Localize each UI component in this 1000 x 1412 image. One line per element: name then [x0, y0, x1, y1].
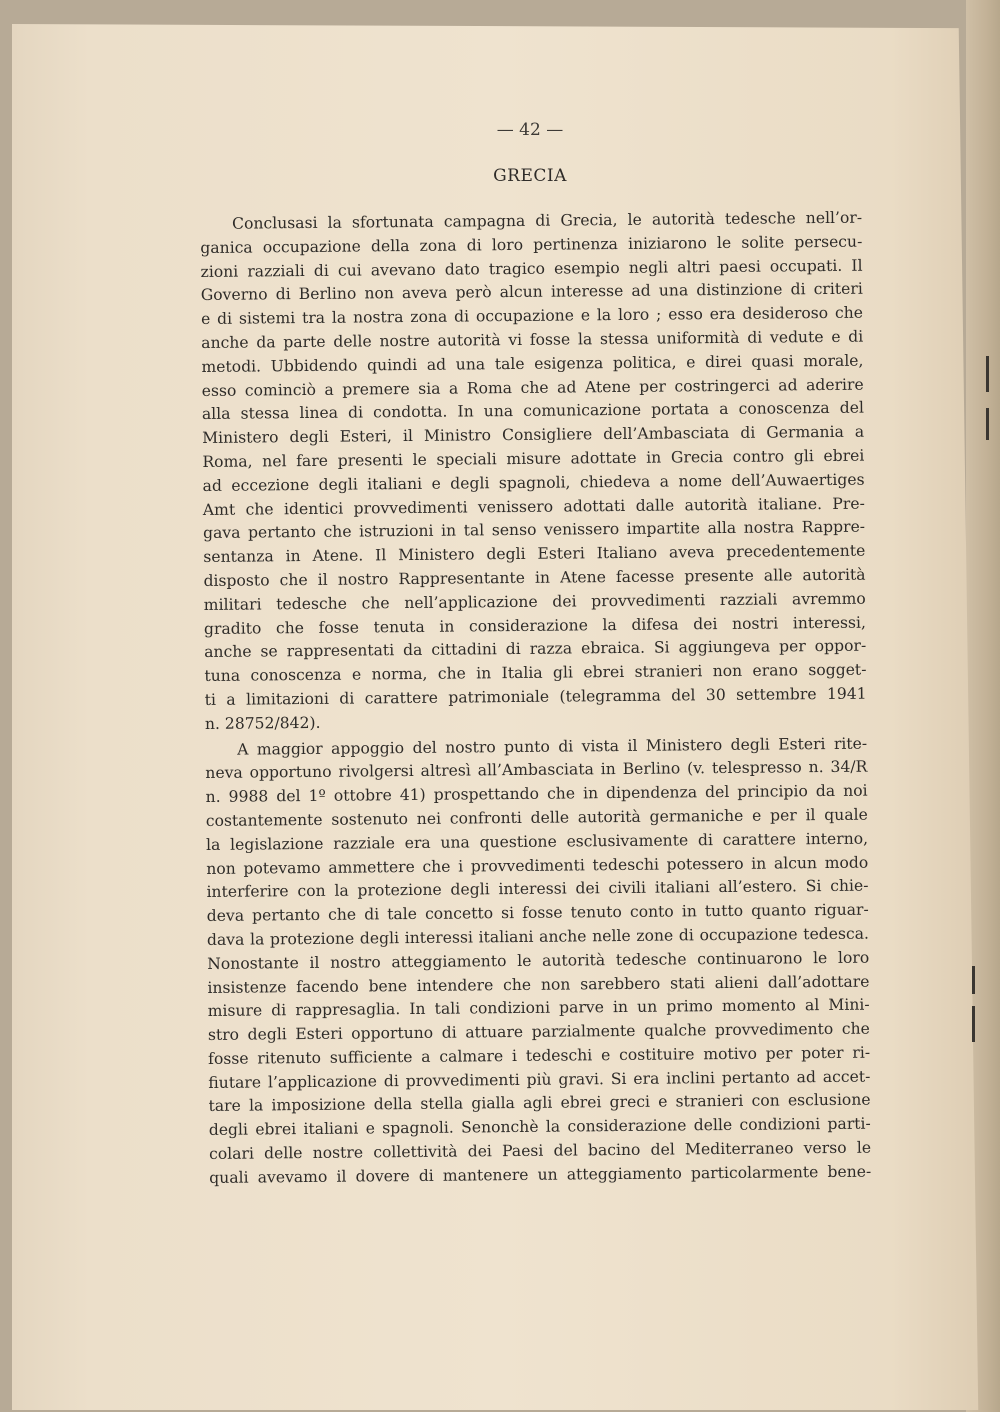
text-line: sentanza in Atene. Il Ministero degli Esteri Italiano aveva precedentemente — [203, 541, 866, 567]
margin-mark — [986, 356, 989, 392]
text-line: A maggior appoggio del nostro punto di vista il Ministero degli Esteri rite- — [237, 734, 868, 759]
text-line: degli ebrei italiani e spagnoli. Senonchè la considerazione delle condizioni parti- — [208, 1114, 871, 1140]
paragraph-1 — [200, 207, 867, 737]
paragraph-2 — [205, 732, 871, 1190]
text-line: Roma, nel fare presenti le speciali misure adottate in Grecia contro gli ebrei — [202, 446, 865, 471]
text-line: neva opportuno rivolgersi altresì all’Ambasciata in Berlino (v. telespresso n. 34/R — [205, 757, 868, 783]
margin-mark — [986, 408, 989, 440]
text-line: zioni razziali di cui avevano dato tragico esempio negli altri paesi occupati. Il — [200, 256, 863, 281]
text-line: ti a limitazioni di carattere patrimoniale (telegramma del 30 settembre 1941 — [204, 684, 867, 709]
text-line: alla stessa linea di condotta. In una comunicazione portata a conoscenza del — [201, 399, 864, 424]
text-line: e di sistemi tra la nostra zona di occupazione e la loro ; esso era desideroso che — [200, 303, 864, 329]
text-line: esso cominciò a premere sia a Roma che ad Atene per costringerci ad aderire — [201, 375, 864, 400]
text-line: gava pertanto che istruzioni in tal senso venissero impartite alla nostra Rappre- — [202, 517, 866, 543]
text-line: militari tedesche che nell’applicazione dei provvedimenti razziali avremmo — [203, 589, 866, 614]
text-line: Nonostante il nostro atteggiamento le autorità tedesche continuarono le loro — [207, 948, 870, 973]
text-line: la legislazione razziale era una questione esclusivamente di carattere interno, — [205, 829, 869, 854]
text-line: Conclusasi la sfortunata campagna di Grecia, le autorità tedesche nell’or- — [232, 208, 863, 233]
text-line: metodi. Ubbidendo quindi ad una tale esigenza politica, e direi quasi morale, — [201, 351, 864, 376]
text-line: n. 28752/842). — [204, 713, 321, 733]
text-line: dava la protezione degli interessi italiani anche nelle zone di occupazione tedesca. — [206, 924, 870, 949]
text-line: disposto che il nostro Rappresentante in Atene facesse presente alle autorità — [203, 565, 866, 590]
text-line: ganica occupazione della zona di loro pertinenza iniziarono le solite persecu- — [200, 232, 863, 257]
text-line: ad eccezione degli italiani e degli spagnoli, chiedeva a nome dell’Auwaertiges — [202, 470, 865, 495]
text-line: colari delle nostre collettività dei Paesi del bacino del Mediterraneo verso le — [208, 1138, 872, 1164]
body-text — [200, 207, 871, 1191]
text-line: anche da parte delle nostre autorità vi fosse la stessa uniformità di vedute e di — [201, 327, 864, 352]
margin-mark — [972, 1006, 975, 1042]
text-line: fiutare l’applicazione di provvedimenti più gravi. Si era inclini pertanto ad accet- — [208, 1067, 871, 1092]
text-line: Amt che identici provvedimenti venissero adottati dalle autorità italiane. Pre- — [202, 494, 865, 519]
text-line: misure di rappresaglia. In tali condizioni parve in un primo momento al Mini- — [207, 995, 870, 1021]
text-line: deva pertanto che di tale concetto si fosse tenuto conto in tutto quanto riguar- — [206, 900, 869, 926]
text-line: interferire con la protezione degli interessi dei civili italiani all’estero. Si chie- — [206, 876, 869, 902]
margin-mark — [972, 966, 975, 994]
text-line: insistenze facendo bene intendere che non sarebbero stati alieni dall’adottare — [207, 972, 870, 997]
text-line: quali avevamo il dovere di mantenere un atteggiamento particolarmente bene- — [209, 1162, 872, 1187]
text-line: tare la imposizione della stella gialla agli ebrei greci e stranieri con esclusione — [208, 1091, 871, 1116]
text-line: gradito che fosse tenuta in considerazione la difesa dei nostri interessi, — [203, 613, 867, 638]
text-line: non potevamo ammettere che i provvedimenti tedeschi potessero in alcun modo — [206, 853, 869, 878]
text-line: stro degli Esteri opportuno di attuare parzialmente qualche provvedimento che — [207, 1019, 870, 1045]
text-line: n. 9988 del 1º ottobre 41) prospettando che in dipendenza del principio da noi — [205, 781, 868, 807]
page-title: GRECIA — [493, 166, 567, 186]
text-line: anche se rappresentati da cittadini di razza ebraica. Si aggiungeva per oppor- — [204, 636, 867, 662]
text-line: Governo di Berlino non aveva però alcun interesse ad una distinzione di criteri — [200, 280, 863, 305]
text-line: fosse ritenuto sufficiente a calmare i tedeschi e costituire motivo per poter ri- — [208, 1043, 871, 1068]
text-line: tuna conoscenza e norma, che in Italia gli ebrei stranieri non erano sogget- — [204, 660, 867, 686]
text-line: Ministero degli Esteri, il Ministro Consigliere dell’Ambasciata di Germania a — [202, 422, 865, 448]
page-number: — 42 — — [496, 120, 564, 140]
text-line: costantemente sostenuto nei confronti delle autorità germaniche e per il quale — [205, 805, 868, 830]
